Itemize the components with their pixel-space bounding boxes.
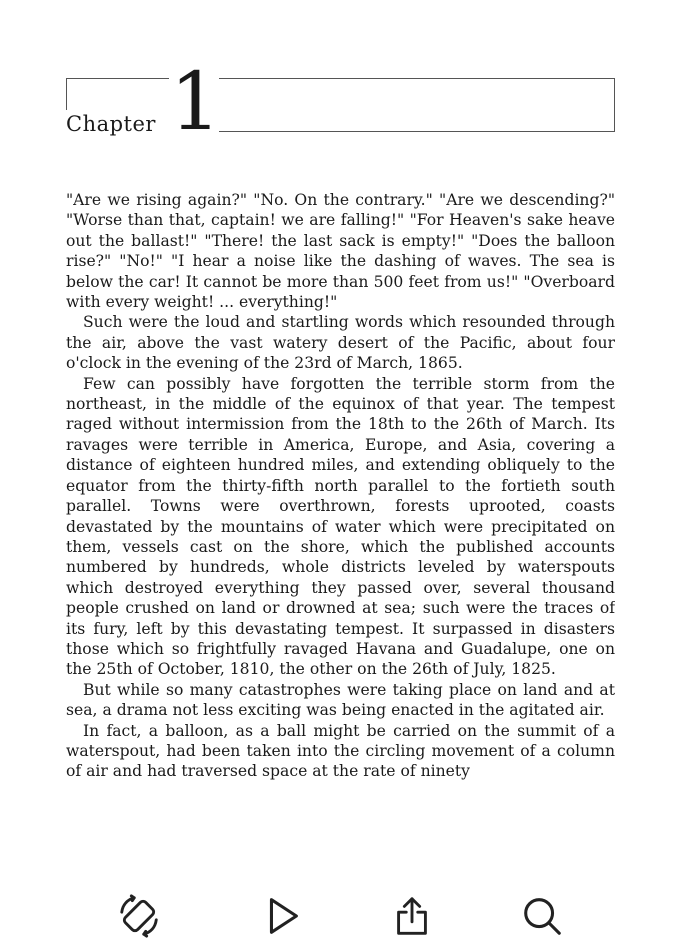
paragraph: In fact, a balloon, as a ball might be carried on the summit of a waterspout, had been taken into the circling movement of a column of air and had traversed space at the rate of ninety <box>66 721 615 781</box>
bottom-toolbar <box>0 888 699 940</box>
paragraph: Such were the loud and startling words which resounded through the air, above the vast watery desert of the Pacific, about four o'clock in the evening of the 23rd of March, 1865. <box>66 313 615 373</box>
rotate-screen-icon <box>116 893 162 939</box>
header-frame-box <box>219 78 615 132</box>
chapter-number: 1 <box>170 55 221 148</box>
chapter-header <box>66 55 615 148</box>
play-icon <box>259 893 305 939</box>
share-icon <box>389 893 435 939</box>
share-button[interactable] <box>388 892 436 940</box>
paragraph: But while so many catastrophes were taking place on land and at sea, a drama not less exciting was being enacted in the agitated air. <box>66 680 615 720</box>
header-frame-line <box>66 78 169 79</box>
play-button[interactable] <box>258 892 306 940</box>
paragraph: "Are we rising again?" "No. On the contrary." "Are we descending?" "Worse than that, captain! we are falling!" "For Heaven's sake heave out the ballast!" "There! the last sack is empty!" "Does the balloon rise?" "No!" "I hear a noise like the dashing of waves. The sea is below the car! It cannot be more than 500 feet from us!" "Overboard with every weight! ... everything!" <box>66 191 615 312</box>
header-frame-line <box>66 78 67 110</box>
search-button[interactable] <box>518 892 566 940</box>
chapter-label: Chapter <box>66 112 156 136</box>
search-icon <box>519 893 565 939</box>
rotate-screen-button[interactable] <box>115 892 163 940</box>
book-text <box>66 190 615 820</box>
paragraph: Few can possibly have forgotten the terrible storm from the northeast, in the middle of the equinox of that year. The tempest raged without intermission from the 18th to the 26th of March. Its ravages were terrible in America, Europe, and Asia, covering a distance of eighteen hundred miles, and extending obliquely to the equator from the thirty-fifth north parallel to the fortieth south parallel. Towns were overthrown, forests uprooted, coasts devastated by the mountains of water which were precipitated on them, vessels cast on the shore, which the published accounts numbered by hundreds, whole districts leveled by waterspouts which destroyed everything they passed over, several thousand people crushed on land or drowned at sea; such were the traces of its fury, left by this devastating tempest. It surpassed in disasters those which so frightfully ravaged Havana and Guadalupe, one on the 25th of October, 1810, the other on the 26th of July, 1825. <box>66 374 615 679</box>
